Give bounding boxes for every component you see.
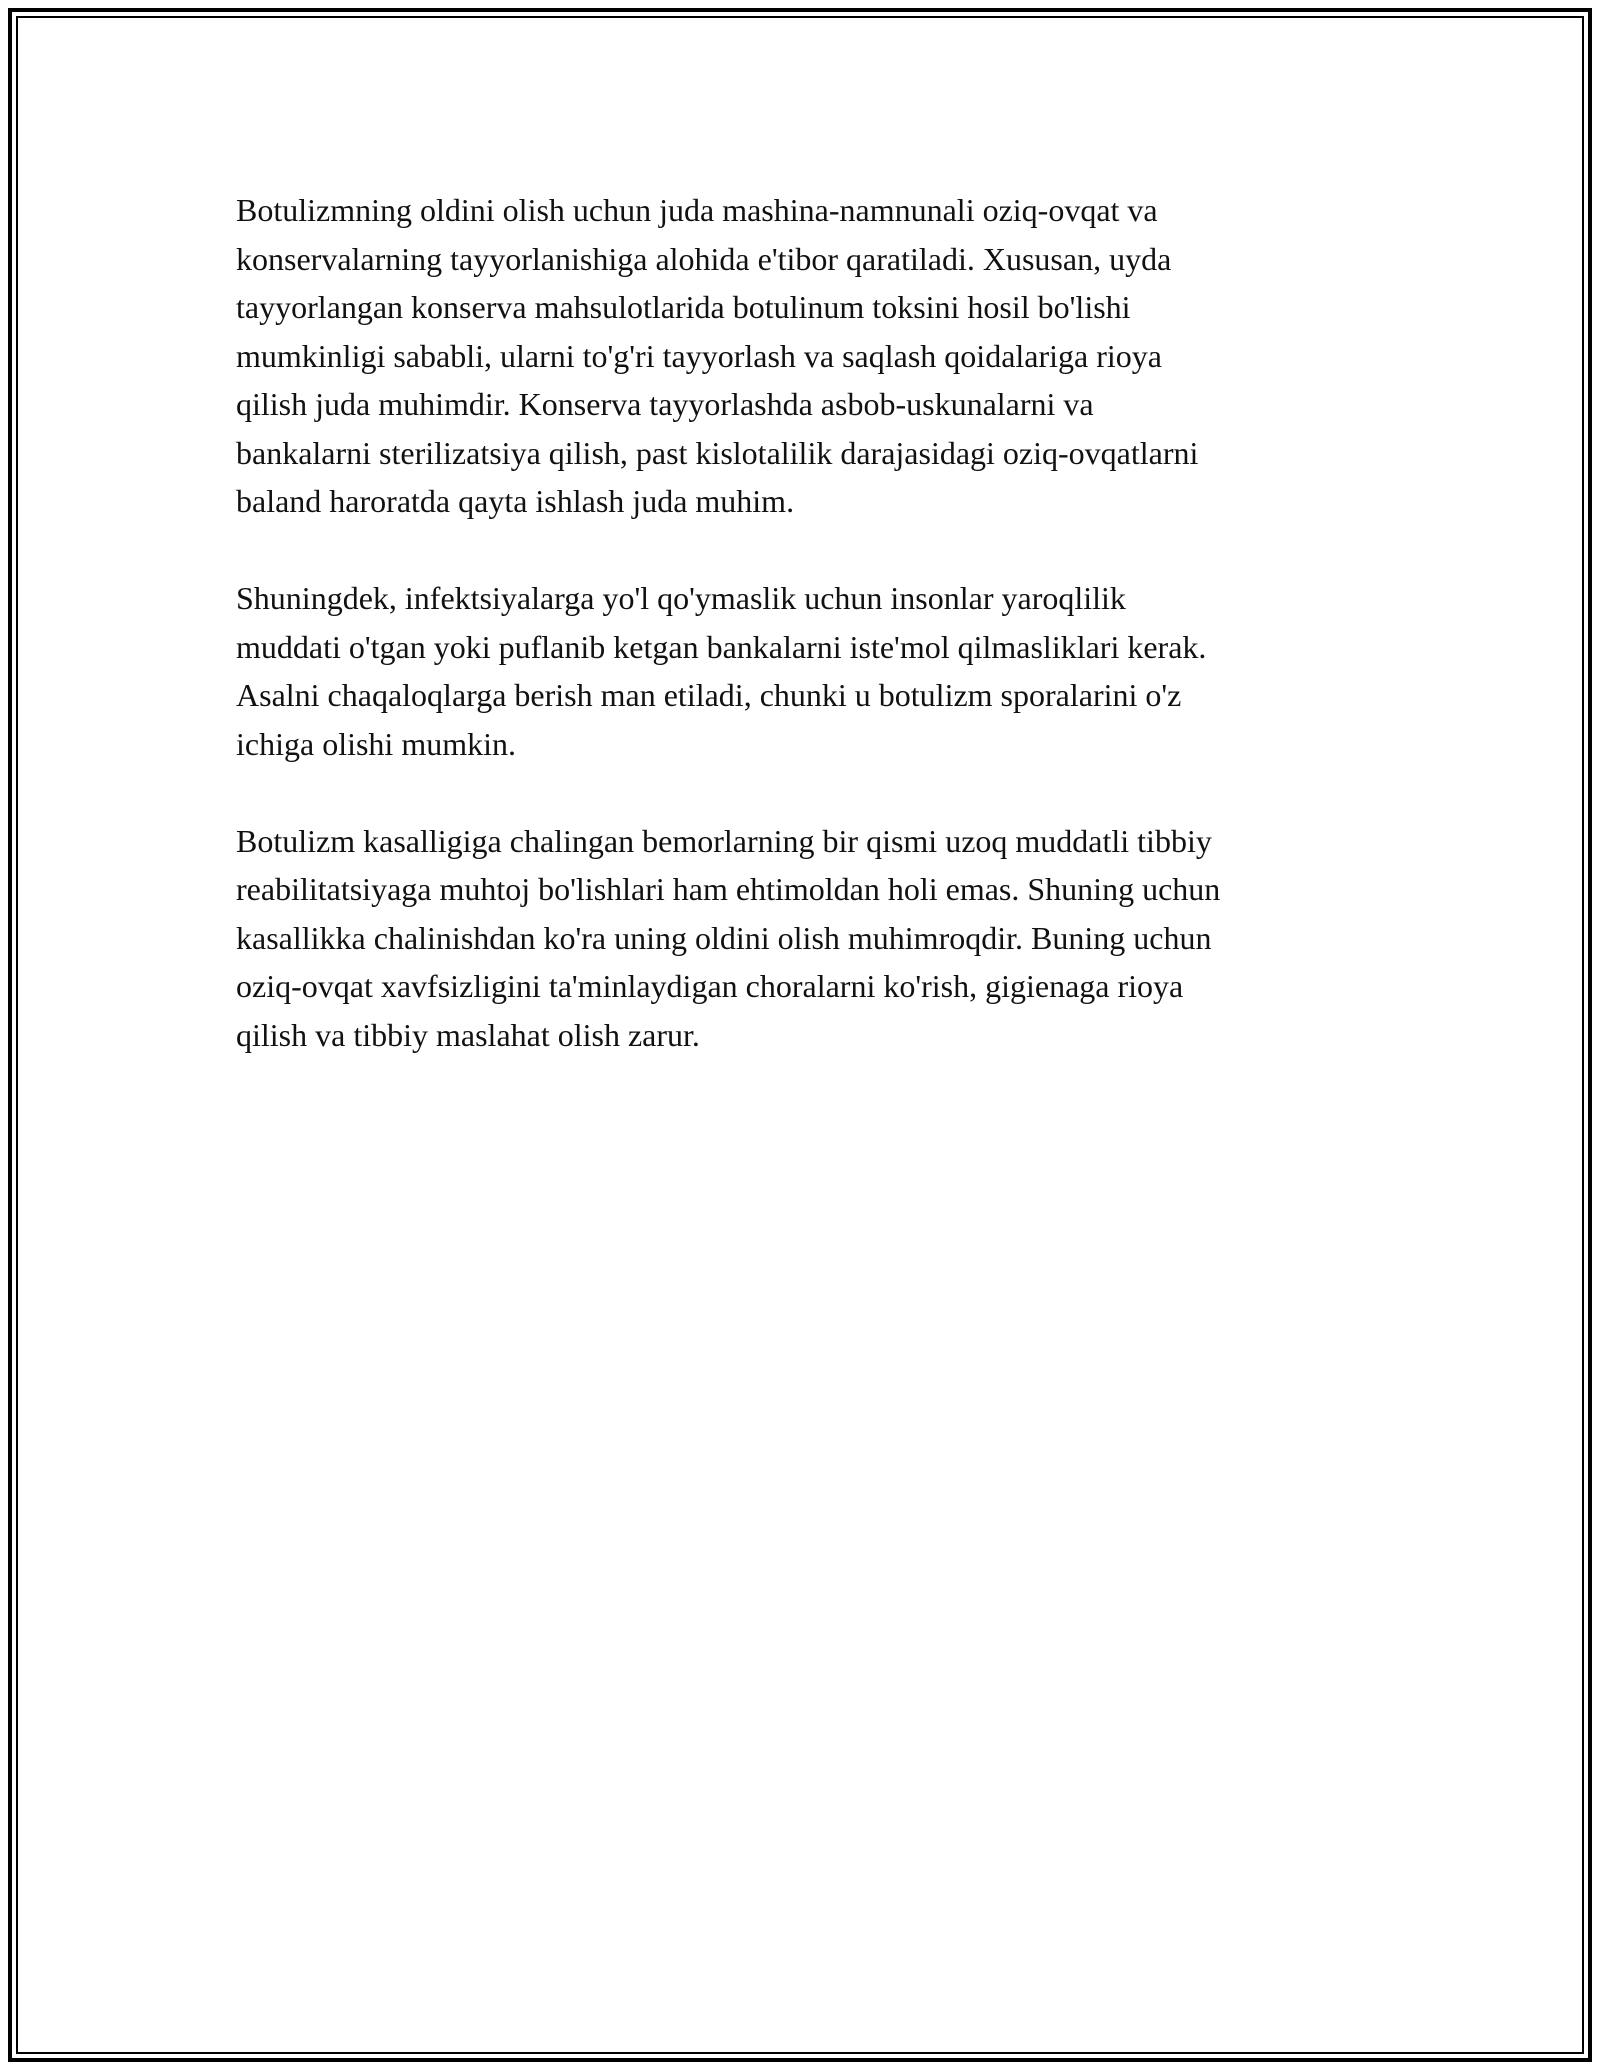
paragraph-line: mumkinligi sababli, ularni to'g'ri tayyorlash va saqlash qoidalariga rioya <box>236 337 1162 374</box>
paragraph-line: Botulizmning oldini olish uchun juda mashina-namnunali oziq-ovqat va <box>236 192 1158 228</box>
paragraph-line: reabilitatsiyaga muhtoj bo'lishlari ham ehtimoldan holi emas. Shuning uchun <box>236 871 1221 907</box>
paragraph-line: ichiga olishi mumkin. <box>236 725 516 762</box>
paragraph-line: qilish juda muhimdir. Konserva tayyorlashda asbob-uskunalarni va <box>236 386 1094 422</box>
paragraph-line: Botulizm kasalligiga chalingan bemorlarning bir qismi uzoq muddatli tibbiy <box>236 822 1212 859</box>
paragraph-line: konservalarning tayyorlanishiga alohida e'tibor qaratiladi. Xususan, uyda <box>236 240 1172 277</box>
paragraph-line: kasallikka chalinishdan ko'ra uning oldini olish muhimroqdir. Buning uchun <box>236 919 1212 956</box>
paragraph-3 <box>236 817 1396 1060</box>
paragraph-line: Shuningdek, infektsiyalarga yo'l qo'ymaslik uchun insonlar yaroqlilik <box>236 580 1126 616</box>
document-body <box>236 186 1396 1108</box>
paragraph-line: qilish va tibbiy maslahat olish zarur. <box>236 1016 700 1053</box>
paragraph-line: Asalni chaqaloqlarga berish man etiladi, chunki u botulizm sporalarini o'z <box>236 677 1182 713</box>
paragraph-line: muddati o'tgan yoki puflanib ketgan bankalarni iste'mol qilmasliklari kerak. <box>236 628 1207 665</box>
paragraph-line: bankalarni sterilizatsiya qilish, past kislotalilik darajasidagi oziq-ovqatlarni <box>236 434 1199 471</box>
paragraph-line: oziq-ovqat xavfsizligini ta'minlaydigan choralarni ko'rish, gigienaga rioya <box>236 968 1184 1004</box>
paragraph-line: tayyorlangan konserva mahsulotlarida botulinum toksini hosil bo'lishi <box>236 289 1131 325</box>
paragraph-1 <box>236 186 1396 526</box>
paragraph-line: baland haroratda qayta ishlash juda muhim. <box>236 483 795 519</box>
paragraph-2 <box>236 574 1396 768</box>
